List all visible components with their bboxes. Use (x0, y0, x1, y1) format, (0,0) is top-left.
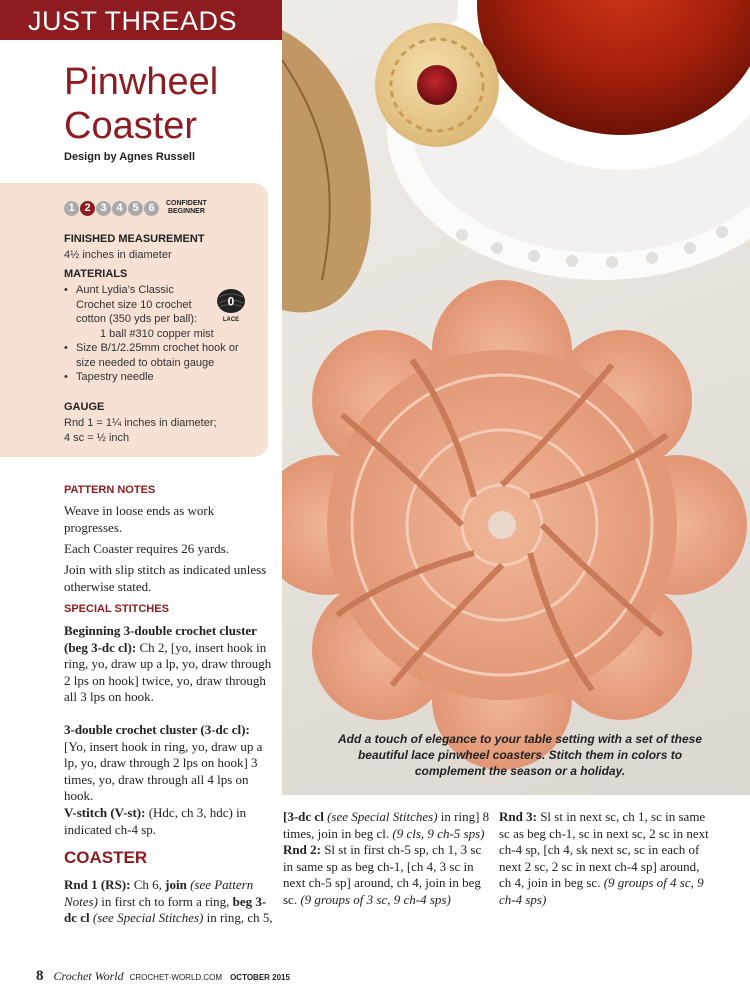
round-text: Sl st in first ch-5 sp, ch 1, 3 sc in same sp as beg ch-1, [ch 4, 3 sc in next ch-5 sp] around, ch 4, join in beg sc. (283, 842, 482, 907)
finished-text: 4½ inches in diameter (64, 249, 172, 261)
special-stitch-2 (64, 722, 274, 805)
round-text: in ring, ch 5, (203, 910, 273, 925)
round-count: (9 groups of 4 sc, 9 ch-4 sps) (499, 875, 704, 907)
pattern-note: Join with slip stitch as indicated unless otherwise stated. (64, 562, 267, 594)
photo-caption: Add a touch of elegance to your table setting with a set of these beautiful lace pinwheel coasters. Stitch them in colors to complement the season or a holiday. (337, 732, 703, 778)
stitch-text: Ch 2, [yo, insert hook in ring, yo, draw up a lp, yo, draw through 2 lps on hook] twice, yo, draw through all 3 lps on hook. (64, 639, 272, 704)
issue-date: OCTOBER 2015 (230, 973, 290, 982)
special-stitches-heading: SPECIAL STITCHES (64, 603, 169, 615)
special-stitch-1 (64, 623, 274, 706)
article-title (64, 60, 264, 148)
list-item: • Tapestry needle (64, 370, 244, 385)
coaster-photo (282, 0, 750, 795)
pattern-note: Weave in loose ends as work progresses. (64, 503, 215, 535)
section-title: JUST THREADS (28, 6, 238, 36)
stitch-name: V-stitch (V-st): (64, 805, 146, 820)
round-ref: (see Special Stitches) (323, 809, 438, 824)
yarn-weight-label: LACE (222, 317, 240, 323)
skill-dot-1: 1 (64, 201, 79, 216)
skill-dot-4: 4 (112, 201, 127, 216)
round-label: Rnd 1 (RS): (64, 877, 131, 892)
round-text: in ring] 8 times, join in beg cl. (283, 809, 490, 841)
round-text: in first ch to form a ring, (97, 893, 233, 909)
special-stitch-3 (64, 805, 274, 838)
byline: Design by Agnes Russell (64, 151, 196, 163)
list-item: 1 ball #310 copper mist (100, 327, 214, 340)
skill-label (166, 200, 207, 216)
gauge-text (64, 416, 217, 445)
round-term: beg 3-dc cl (64, 893, 267, 925)
round-count: (9 groups of 3 sc, 9 ch-4 sps) (297, 891, 451, 907)
page-footer (36, 968, 298, 985)
round-label: Rnd 2: (283, 842, 321, 857)
round-text: Ch 6, (130, 877, 166, 892)
round-3 (499, 809, 714, 908)
skill-label-line-1: CONFIDENT (166, 200, 207, 207)
skill-dot-3: 3 (96, 201, 111, 216)
materials-heading: MATERIALS (64, 268, 128, 280)
yarn-weight-number: 0 (227, 294, 235, 309)
round-term: join (165, 877, 187, 892)
page-number: 8 (36, 968, 44, 984)
photo-illustration (282, 0, 750, 795)
skill-level (64, 200, 207, 216)
list-item: • Aunt Lydia’s Classic Crochet size 10 crochet cotton (350 yds per ball): (64, 283, 214, 327)
finished-heading: FINISHED MEASUREMENT (64, 233, 205, 245)
section-band (0, 0, 282, 40)
magazine-name: Crochet World (53, 969, 124, 983)
skill-dot-2: 2 (80, 201, 95, 216)
round-term: 3-dc cl (287, 809, 324, 824)
round-ref: (see Special Stitches) (89, 910, 204, 925)
round-label: Rnd 3: (499, 809, 537, 824)
round-count: (9 cls, 9 ch-5 sps) (389, 825, 485, 841)
pattern-notes-heading: PATTERN NOTES (64, 484, 156, 496)
round-1-continued: [3-dc cl (see Special Stitches) in ring] 8 times, join in beg cl. (9 cls, 9 ch-5 sps) Rnd 2: Sl st in first ch-5 sp, ch 1, 3 sc in same sp as beg ch-1, [ch 4, 3 sc in next ch-5 sp] around, ch 4, join in beg sc. (9 groups of 3 sc, 9 ch-4 sps) (283, 809, 490, 907)
title-line-2: Coaster (64, 105, 198, 147)
round-1 (64, 877, 274, 927)
list-item: • Size B/1/2.25mm crochet hook or size needed to obtain gauge (64, 341, 244, 370)
coaster-heading: COASTER (64, 848, 148, 867)
website: CROCHET-WORLD.COM (129, 973, 223, 982)
stitch-text: [Yo, insert hook in ring, yo, draw up a lp, yo, draw through 2 lps on hook] 3 times, yo, draw through all 4 lps on hook. (64, 738, 263, 803)
gauge-heading: GAUGE (64, 401, 105, 413)
skill-dot-6: 6 (144, 201, 159, 216)
skill-dot-5: 5 (128, 201, 143, 216)
yarn-weight-icon (214, 287, 248, 323)
gauge-line-1: Rnd 1 = 1¼ inches in diameter; (64, 417, 217, 429)
title-line-1: Pinwheel (64, 61, 219, 103)
crochet-coaster (282, 280, 747, 770)
stitch-name: 3-double crochet cluster (3-dc cl): (64, 722, 250, 737)
gauge-line-2: 4 sc = ½ inch (64, 431, 130, 444)
stitch-text: (Hdc, ch 3, hdc) in indicated ch-4 sp. (64, 805, 247, 837)
pattern-note: Each Coaster requires 26 yards. (64, 541, 229, 556)
stitch-name: Beginning 3-double crochet cluster (beg 3-dc cl): (64, 623, 257, 655)
round-text: Sl st in next sc, ch 1, sc in same sc as beg ch-1, sc in next sc, 2 sc in next ch-4 sp, [ch 4, sk next sc, sc in each of next 2 sc, 2 sc in next ch-4 sp] around, ch 4, join in beg sc. (499, 809, 709, 890)
round-ref: (see Pattern Notes) (64, 877, 254, 909)
skill-label-line-2: BEGINNER (167, 208, 205, 215)
